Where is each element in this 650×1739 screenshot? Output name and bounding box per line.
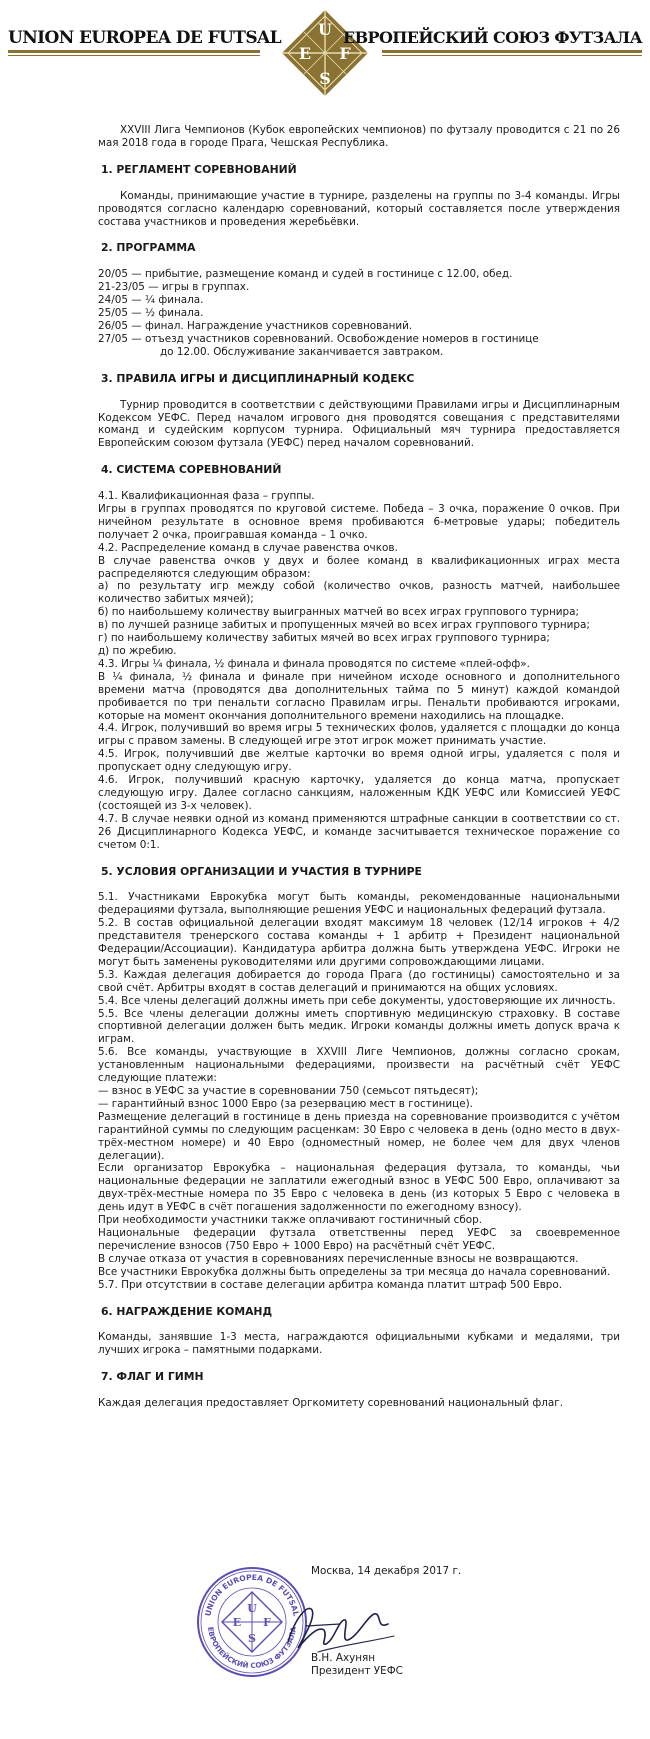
section-5-title: 5. УСЛОВИЯ ОРГАНИЗАЦИИ И УЧАСТИЯ В ТУРНИРЕ xyxy=(101,864,422,878)
paragraph: 5.7. При отсутствии в составе делегации арбитра команда платит штраф 500 Евро. xyxy=(98,1278,563,1291)
paragraph: 4.6. Игрок, получивший красную карточку, удаляется до конца матча, пропускает следующую игру. Далее согласно санкциям, наложенным КДК УЕФС или Комиссией УЕФС (состоящей из 3-х человек). xyxy=(98,774,620,812)
paragraph: 5.6. Все команды, участвующие в XXVIII Лиге Чемпионов, должны согласно срокам, установленным национальными федерациями, произвести на расчётный счёт УЕФС следующие платежи: xyxy=(98,1046,620,1085)
section-6-title: 6. НАГРАЖДЕНИЕ КОМАНД xyxy=(101,1304,273,1318)
paragraph: 5.3. Каждая делегация добирается до города Прага (до гостиницы) самостоятельно и за свой счёт. Арбитры входят в состав делегаций и принимаются на общих условиях. xyxy=(98,968,620,994)
program-item: 21-23/05 — игры в группах. xyxy=(98,281,250,294)
stamp-letter-e: E xyxy=(232,1616,242,1629)
document-body xyxy=(98,124,620,1410)
program-item: 27/05 — отъезд участников соревнований. Освобождение номеров в гостинице xyxy=(98,332,539,345)
uefs-logo xyxy=(278,8,372,98)
program-item: 24/05 — ¼ финала. xyxy=(98,294,204,307)
program-item: 26/05 — финал. Награждение участников соревнований. xyxy=(98,319,413,332)
paragraph: Размещение делегаций в гостинице в день приезда на соревнование производится с учётом гарантийной суммы по следующим расценкам: 30 Евро с человека в день (одно место в двух-трёх-местном номере) и 40 Евро (одноместный номер, не более чем для двух членов делегации). xyxy=(98,1110,620,1162)
paragraph: Если организатор Еврокубка – национальная федерация футзала, то команды, чьи национальные федерации не заплатили ежегодный взнос в УЕФС 500 Евро, оплачивают за двух-трёх-местные номера по 35 Евро с человека в день (из которых 5 Евро с человека в день идут в УЕФС в счёт погашения задолженности по ежегодному взносу). xyxy=(98,1162,620,1214)
letterhead-rule-right xyxy=(382,50,642,53)
paragraph: 4.2. Распределение команд в случае равенства очков. xyxy=(98,541,398,554)
paragraph: 5.1. Участниками Еврокубка могут быть команды, рекомендованные национальными федерациями футзала, выполняющие решения УЕФС и национальных федераций футзала. xyxy=(98,891,620,917)
section-3-paragraph: Турнир проводится в соответствии с действующими Правилами игры и Дисциплинарным Кодексом УЕФС. Перед началом игрового дня проводятся совещания с представителями команд и судейским корпусом турнира. Официальный мяч турнира предоставляется Европейским союзом футзала (УЕФС) перед началом соревнований. xyxy=(98,398,620,450)
paragraph: — гарантийный взнос 1000 Евро (за резервацию мест в гостинице). xyxy=(98,1097,473,1110)
letterhead-title-cyrillic: ЕВРОПЕЙСКИЙ СОЮЗ ФУТЗАЛА xyxy=(343,28,642,47)
paragraph: 4.1. Квалификационная фаза – группы. xyxy=(98,490,315,503)
stamp-text-bottom: ЕВРОПЕЙСКИЙ СОЮЗ ФУТЗАЛА xyxy=(206,1626,298,1671)
paragraph: б) по наибольшему количеству выигранных матчей во всех играх группового турнира; xyxy=(98,606,579,619)
program-item-continuation: до 12.00. Обслуживание заканчивается завтраком. xyxy=(160,345,444,358)
section-5-body xyxy=(98,891,620,1291)
section-1-paragraph: Команды, принимающие участие в турнире, разделены на группы по 3-4 команды. Игры проводятся согласно календарю соревнований, который составляется после утверждения состава участников и проведения жеребьёвки. xyxy=(98,189,620,228)
letterhead xyxy=(0,0,650,100)
paragraph: При необходимости участники также оплачивают гостиничный сбор. xyxy=(98,1214,483,1227)
letterhead-rule-left-thin xyxy=(8,55,260,56)
paragraph: в) по лучшей разнице забитых и пропущенных мячей во всех играх группового турнира; xyxy=(98,619,590,632)
letterhead-rule-right-thin xyxy=(382,55,642,56)
program-list xyxy=(98,268,620,358)
paragraph: д) по жребию. xyxy=(98,645,177,657)
paragraph: Национальные федерации футзала ответственны перед УЕФС за своевременное перечисление взносов (750 Евро + 1000 Евро) на расчётный счёт УЕФС. xyxy=(98,1226,620,1252)
paragraph: а) по результату игр между собой (количество очков, разность матчей, наибольшее количество забитых мячей); xyxy=(98,580,620,606)
section-7-paragraph: Каждая делегация предоставляет Оргкомитету соревнований национальный флаг. xyxy=(98,1397,564,1410)
intro-paragraph: XXVIII Лига Чемпионов (Кубок европейских чемпионов) по футзалу проводится с 21 по 26 мая 2018 года в городе Прага, Чешская Республика. xyxy=(98,124,620,149)
stamp-letter-f: F xyxy=(263,1616,271,1629)
section-2-title: 2. ПРОГРАММА xyxy=(101,241,196,255)
program-item: 25/05 — ½ финала. xyxy=(98,307,204,320)
paragraph: 5.2. В состав официальной делегации входят максимум 18 человек (12/14 игроков + 4/2 представителя тренерского состава команды + 1 арбитр + Президент национальной Федерации/Ассоциации). Кандидатура арбитра должна быть утверждена УЕФС. Игроки не могут быть заменены руководителями или другими сопровождающими лицами. xyxy=(98,917,620,968)
signatory-block xyxy=(311,1652,403,1678)
paragraph: 4.5. Игрок, получивший две желтые карточки во время одной игры, удаляется с поля и пропускает одну следующую игру. xyxy=(98,748,620,774)
logo-letter-u: U xyxy=(318,20,332,39)
paragraph: В ¼ финала, ½ финала и финале при ничейном исходе основного и дополнительного времени матча (проводятся два дополнительных тайма по 5 минут) каждой командой пробивается по три пенальти согласно Правилам игры. Пенальти пробиваются игроками, которые на момент окончания дополнительного времени находились на площадке. xyxy=(98,670,620,722)
section-7-title: 7. ФЛАГ И ГИМН xyxy=(101,1370,204,1384)
paragraph: 4.3. Игры ¼ финала, ½ финала и финала проводятся по системе «плей-офф». xyxy=(98,657,530,670)
signatory-position: Президент УЕФС xyxy=(311,1665,403,1677)
paragraph: г) по наибольшему количеству забитых мячей во всех играх группового турнира; xyxy=(98,632,550,645)
paragraph: 4.4. Игрок, получивший во время игры 5 технических фолов, удаляется с площадки до конца игры с правом замены. В следующей игре этот игрок может принимать участие. xyxy=(98,722,620,748)
paragraph: 4.7. В случае неявки одной из команд применяются штрафные санкции в соответствии со ст. 26 Дисциплинарного Кодекса УЕФС, и команде засчитывается техническое поражение со счетом 0:1. xyxy=(98,812,620,851)
paragraph: В случае равенства очков у двух и более команд в квалификационных играх места распределяются следующим образом: xyxy=(98,554,620,580)
paragraph: 5.4. Все члены делегаций должны иметь при себе документы, удостоверяющие их личность. xyxy=(98,994,616,1007)
logo-letter-f: F xyxy=(339,44,351,63)
paragraph: — взнос в УЕФС за участие в соревновании 750 (семьсот пятьдесят); xyxy=(98,1085,479,1097)
signatory-name: В.Н. Ахунян xyxy=(311,1652,376,1664)
section-3-title: 3. ПРАВИЛА ИГРЫ И ДИСЦИПЛИНАРНЫЙ КОДЕКС xyxy=(101,371,415,385)
stamp-letter-s: S xyxy=(248,1632,256,1645)
paragraph: В случае отказа от участия в соревнованиях перечисленные взносы не возвращаются. xyxy=(98,1252,579,1265)
logo-letter-e: E xyxy=(298,44,312,63)
section-4-body xyxy=(98,490,620,851)
logo-letter-s: S xyxy=(319,69,331,88)
program-item: 20/05 — прибытие, размещение команд и судей в гостинице с 12.00, обед. xyxy=(98,268,513,281)
letterhead-title-latin: UNION EUROPEA DE FUTSAL xyxy=(8,28,281,48)
section-6-paragraph: Команды, занявшие 1-3 места, награждаются официальными кубками и медалями, три лучших игрока – памятными подарками. xyxy=(98,1331,620,1357)
section-4-title: 4. СИСТЕМА СОРЕВНОВАНИЙ xyxy=(101,463,282,477)
section-1-title: 1. РЕГЛАМЕНТ СОРЕВНОВАНИЙ xyxy=(101,162,297,176)
paragraph: Все участники Еврокубка должны быть определены за три месяца до начала соревнований. xyxy=(98,1265,611,1278)
stamp-letter-u: U xyxy=(247,1602,257,1615)
signature-date: Москва, 14 декабря 2017 г. xyxy=(311,1565,462,1577)
letterhead-rule-left xyxy=(8,50,260,53)
paragraph: Игры в группах проводятся по круговой системе. Победа – 3 очка, поражение 0 очков. При ничейном результате в основное время пробиваются 6-метровые удары; победитель получает 2 очка, проигравшая команда – 1 очко. xyxy=(98,503,620,541)
paragraph: 5.5. Все члены делегации должны иметь спортивную медицинскую страховку. В составе спортивной делегации должен быть медик. Игроки команды должны иметь допуск врача к играм. xyxy=(98,1007,620,1046)
stamp-text-top: UNION EUROPEA DE FUTSAL xyxy=(203,1572,301,1617)
